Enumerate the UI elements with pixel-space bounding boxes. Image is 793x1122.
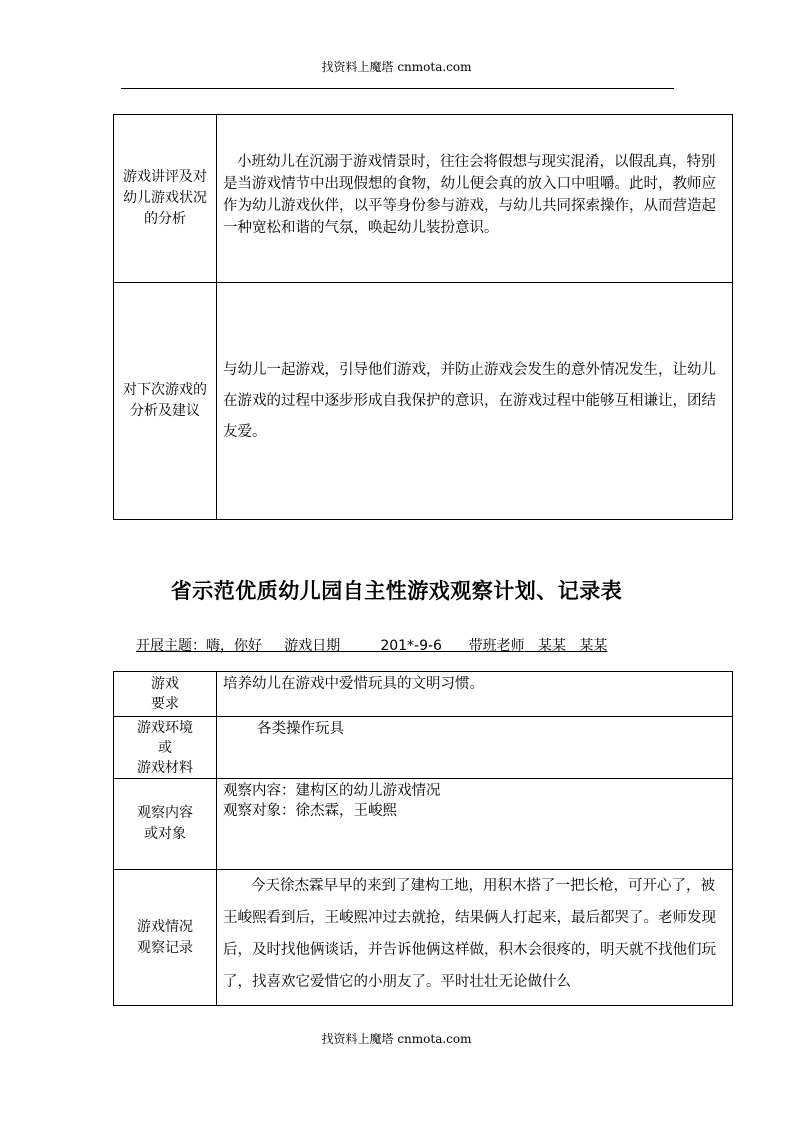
meta-line bbox=[136, 635, 607, 655]
requirement-label-1: 游戏 bbox=[151, 676, 179, 692]
suggestion-content: 与幼儿一起游戏，引导他们游戏，并防止游戏会发生的意外情况发生，让幼儿在游戏的过程中逐步形成自我保护的意识，在游戏过程中能够互相谦让，团结友爱。 bbox=[223, 361, 716, 440]
page-title: 省示范优质幼儿园自主性游戏观察计划、记录表 bbox=[170, 578, 623, 603]
requirement-label-2: 要求 bbox=[151, 696, 179, 712]
observation-table bbox=[113, 671, 733, 1006]
record-label-1: 游戏情况 bbox=[137, 918, 193, 935]
teacher-name-2: 某某 bbox=[579, 638, 608, 654]
date-value: 201*-9-6 bbox=[380, 638, 442, 654]
requirement-label-cell bbox=[114, 672, 217, 717]
table-row bbox=[114, 870, 733, 1006]
suggestion-label-cell bbox=[114, 283, 217, 520]
record-content: 今天徐杰霖早早的来到了建构工地，用积木搭了一把长枪，可开心了，被王峻熙看到后，王峻熙冲过去就抢，结果俩人打起来，最后都哭了。老师发现后，及时找他俩谈话，并告诉他俩这样做，积木会很疼的，明天就不找他们玩了，找喜欢它爱惜它的小朋友了。平时壮壮无论做什么 bbox=[223, 878, 716, 990]
observation-content-1: 观察内容：建构区的幼儿游戏情况 bbox=[223, 783, 441, 799]
page-footer: 找资料上魔塔 cnmota.com bbox=[321, 1032, 472, 1046]
analysis-label: 游戏讲评及对幼儿游戏状况的分析 bbox=[123, 169, 207, 227]
observation-label-2: 或对象 bbox=[144, 826, 186, 842]
table-row bbox=[114, 717, 733, 779]
record-label-cell bbox=[114, 870, 217, 1006]
teacher-name-1: 某某 bbox=[538, 638, 567, 654]
observation-label-1: 观察内容 bbox=[137, 805, 193, 821]
teacher-label: 带班老师 bbox=[468, 638, 525, 654]
analysis-table bbox=[113, 114, 733, 520]
observation-content-2: 观察对象：徐杰霖，王峻熙 bbox=[223, 803, 397, 819]
requirement-content-cell bbox=[217, 672, 733, 717]
environment-label-cell bbox=[114, 717, 217, 779]
page-header: 找资料上魔塔 cnmota.com bbox=[321, 60, 472, 74]
observation-content-cell bbox=[217, 779, 733, 870]
date-label: 游戏日期 bbox=[284, 638, 341, 654]
environment-label-1: 游戏环境 bbox=[137, 719, 193, 736]
suggestion-label: 对下次游戏的分析及建议 bbox=[123, 382, 207, 419]
analysis-content: 小班幼儿在沉溺于游戏情景时，往往会将假想与现实混淆，以假乱真，特别是当游戏情节中出现假想的食物，幼儿便会真的放入口中咀嚼。此时，教师应作为幼儿游戏伙伴，以平等身份参与游戏，与幼儿共同探索操作，从而营造起一种宽松和谐的气氛，唤起幼儿装扮意识。 bbox=[223, 154, 716, 236]
table-row bbox=[114, 115, 733, 283]
environment-label-2: 或 bbox=[158, 739, 172, 756]
table-row bbox=[114, 672, 733, 717]
suggestion-content-cell bbox=[217, 283, 733, 520]
record-content-cell bbox=[217, 870, 733, 1006]
environment-label-3: 游戏材料 bbox=[137, 759, 193, 776]
analysis-label-cell bbox=[114, 115, 217, 283]
requirement-content: 培养幼儿在游戏中爱惜玩具的文明习惯。 bbox=[223, 676, 484, 692]
header-rule bbox=[121, 88, 674, 89]
record-label-2: 观察记录 bbox=[137, 939, 193, 956]
environment-content-cell bbox=[217, 717, 733, 779]
theme-text: 开展主题：嗨，你好 bbox=[136, 638, 262, 654]
table-row bbox=[114, 283, 733, 520]
observation-label-cell bbox=[114, 779, 217, 870]
analysis-content-cell bbox=[217, 115, 733, 283]
environment-content: 各类操作玩具 bbox=[257, 721, 344, 737]
table-row bbox=[114, 779, 733, 870]
